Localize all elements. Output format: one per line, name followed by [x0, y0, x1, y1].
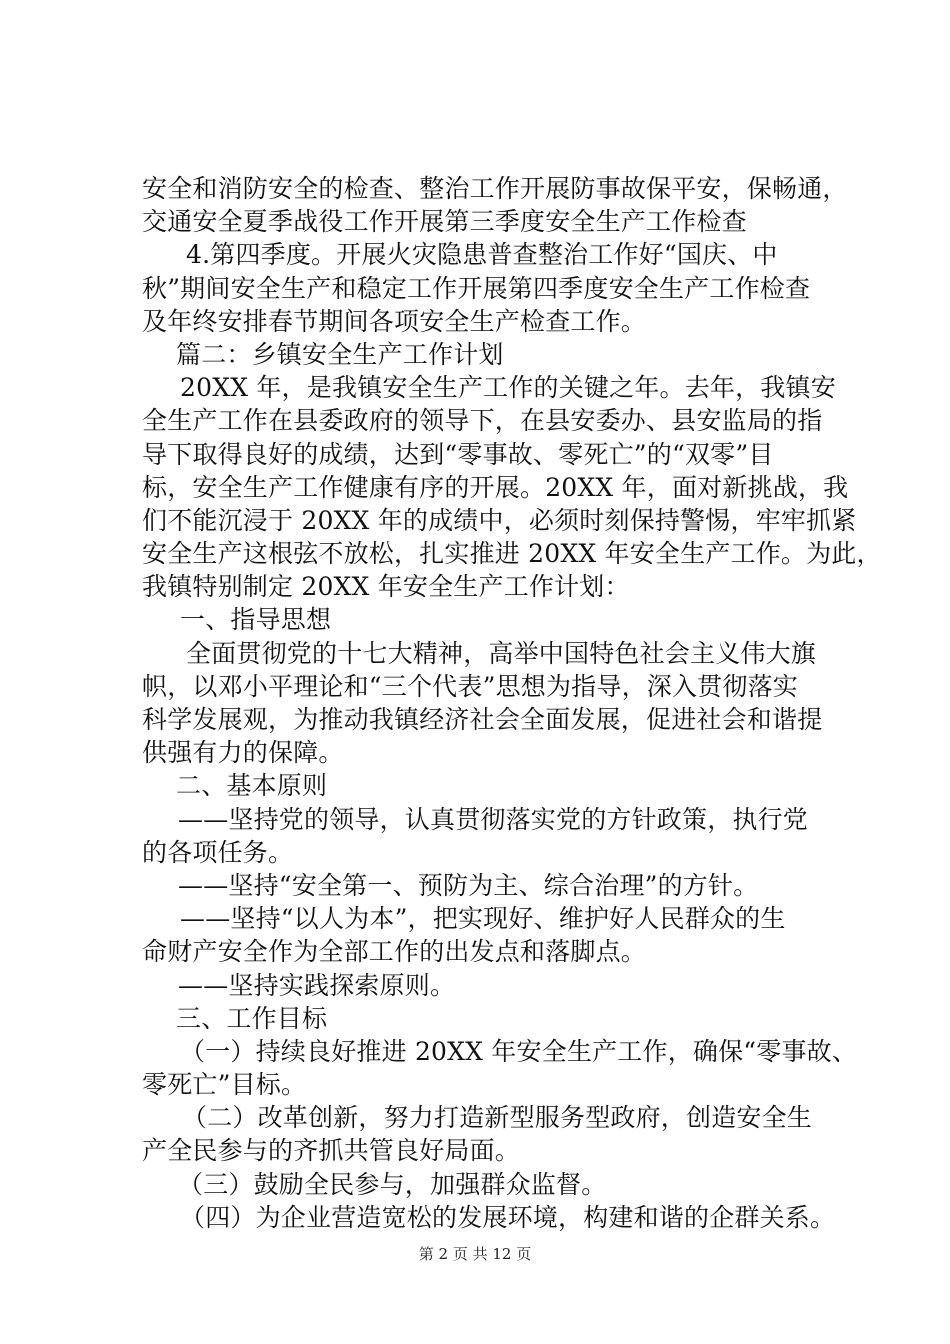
text-line: 全生产工作在县委政府的领导下，在县安委办、县安监局的指 [142, 406, 823, 436]
text-line: （一）持续良好推进 20XX 年安全生产工作，确保“零事故、 [180, 1036, 858, 1066]
text-line: （四）为企业营造宽松的发展环境，构建和谐的企群关系。 [180, 1202, 836, 1232]
text-line: （二）改革创新，努力打造新型服务型政府，创造安全生 [182, 1103, 813, 1133]
text-line: 二、基本原则 [176, 771, 328, 801]
text-line: 零死亡”目标。 [142, 1070, 307, 1100]
text-line: 全面贯彻党的十七大精神，高举中国特色社会主义伟大旗 [186, 638, 817, 668]
text-line: 命财产安全作为全部工作的出发点和落脚点。 [142, 937, 647, 967]
text-line: 三、工作目标 [176, 1003, 328, 1033]
text-line: 交通安全夏季战役工作开展第三季度安全生产工作检查 [142, 207, 747, 237]
text-line: 们不能沉浸于 20XX 年的成绩中，必须时刻保持警惕，牢牢抓紧 [142, 505, 857, 535]
text-line: 秋”期间安全生产和稳定工作开展第四季度安全生产工作检查 [142, 273, 811, 303]
text-line: 导下取得良好的成绩，达到“零事故、零死亡”的“双零”目 [142, 439, 774, 469]
text-line: （三）鼓励全民参与，加强群众监督。 [178, 1169, 607, 1199]
text-line: 及年终安排春节期间各项安全生产检查工作。 [142, 306, 647, 336]
text-line: ——坚持“以人为本”，把实现好、维护好人民群众的生 [180, 904, 786, 934]
text-line: ——坚持“安全第一、预防为主、综合治理”的方针。 [178, 870, 759, 900]
document-body [142, 172, 882, 1234]
text-line: 的各项任务。 [142, 837, 294, 867]
text-line: 我镇特别制定 20XX 年安全生产工作计划： [142, 572, 630, 602]
text-line: 篇二：乡镇安全生产工作计划 [176, 339, 504, 369]
page-footer: 第 2 页 共 12 页 [418, 1245, 532, 1263]
text-line: ——坚持实践探索原则。 [178, 970, 456, 1000]
text-line: ——坚持党的领导，认真贯彻落实党的方针政策，执行党 [178, 804, 809, 834]
text-line: 产全民参与的齐抓共管良好局面。 [142, 1136, 521, 1166]
text-line: 帜，以邓小平理论和“三个代表”思想为指导，深入贯彻落实 [142, 671, 798, 701]
text-line: 一、指导思想 [180, 605, 332, 635]
text-line: 安全生产这根弦不放松，扎实推进 20XX 年安全生产工作。为此， [142, 539, 882, 569]
text-line: 标，安全生产工作健康有序的开展。20XX 年，面对新挑战，我 [142, 472, 849, 502]
text-line: 科学发展观，为推动我镇经济社会全面发展，促进社会和谐提 [142, 705, 823, 734]
text-line: 安全和消防安全的检查、整治工作开展防事故保平安，保畅通， [142, 174, 848, 203]
text-line: 4.第四季度。开展火灾隐患普查整治工作好“国庆、中 [186, 240, 778, 270]
text-line: 20XX 年，是我镇安全生产工作的关键之年。去年，我镇安 [180, 373, 836, 403]
text-line: 供强有力的保障。 [142, 738, 344, 768]
